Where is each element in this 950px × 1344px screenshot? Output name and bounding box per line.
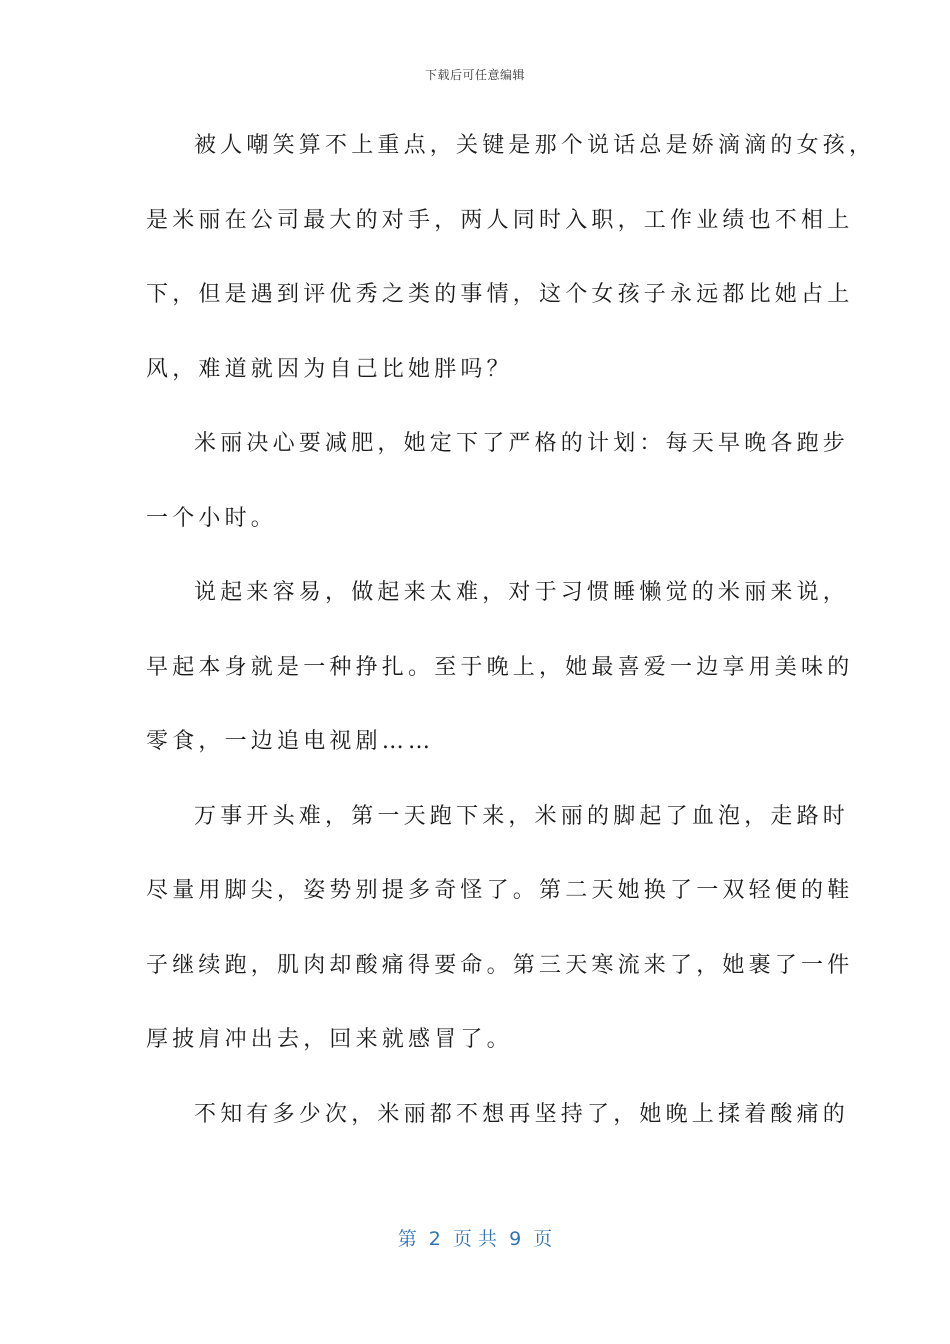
text-line: 尽量用脚尖，姿势别提多奇怪了。第二天她换了一双轻便的鞋	[146, 878, 854, 903]
text-line: 零食，一边追电视剧……	[146, 729, 435, 754]
text-line: 风，难道就因为自己比她胖吗？	[146, 356, 513, 382]
text-line: 万事开头难，第一天跑下来，米丽的脚起了血泡，走路时	[194, 803, 850, 829]
page-header: 下载后可任意编辑	[424, 68, 525, 82]
text-line: 是米丽在公司最大的对手，两人同时入职，工作业绩也不相上	[146, 207, 854, 233]
text-line: 一个小时。	[146, 505, 278, 531]
text-line: 不知有多少次，米丽都不想再坚持了，她晚上揉着酸痛的	[194, 1101, 850, 1127]
text-line: 子继续跑，肌肉却酸痛得要命。第三天寒流来了，她裹了一件	[146, 952, 854, 978]
text-line: 被人嘲笑算不上重点，关键是那个说话总是娇滴滴的女孩，	[194, 133, 876, 158]
text-line: 说起来容易，做起来太难，对于习惯睡懒觉的米丽来说，	[194, 580, 850, 605]
text-line: 米丽决心要减肥，她定下了严格的计划：每天早晚各跑步	[194, 431, 850, 456]
text-line: 早起本身就是一种挣扎。至于晚上，她最喜爱一边享用美味的	[146, 654, 854, 680]
text-line: 下，但是遇到评优秀之类的事情，这个女孩子永远都比她占上	[146, 282, 854, 307]
body-text	[146, 118, 876, 1161]
text-line: 厚披肩冲出去，回来就感冒了。	[146, 1027, 513, 1052]
page-number: 第 2 页 共 9 页	[397, 1228, 553, 1250]
